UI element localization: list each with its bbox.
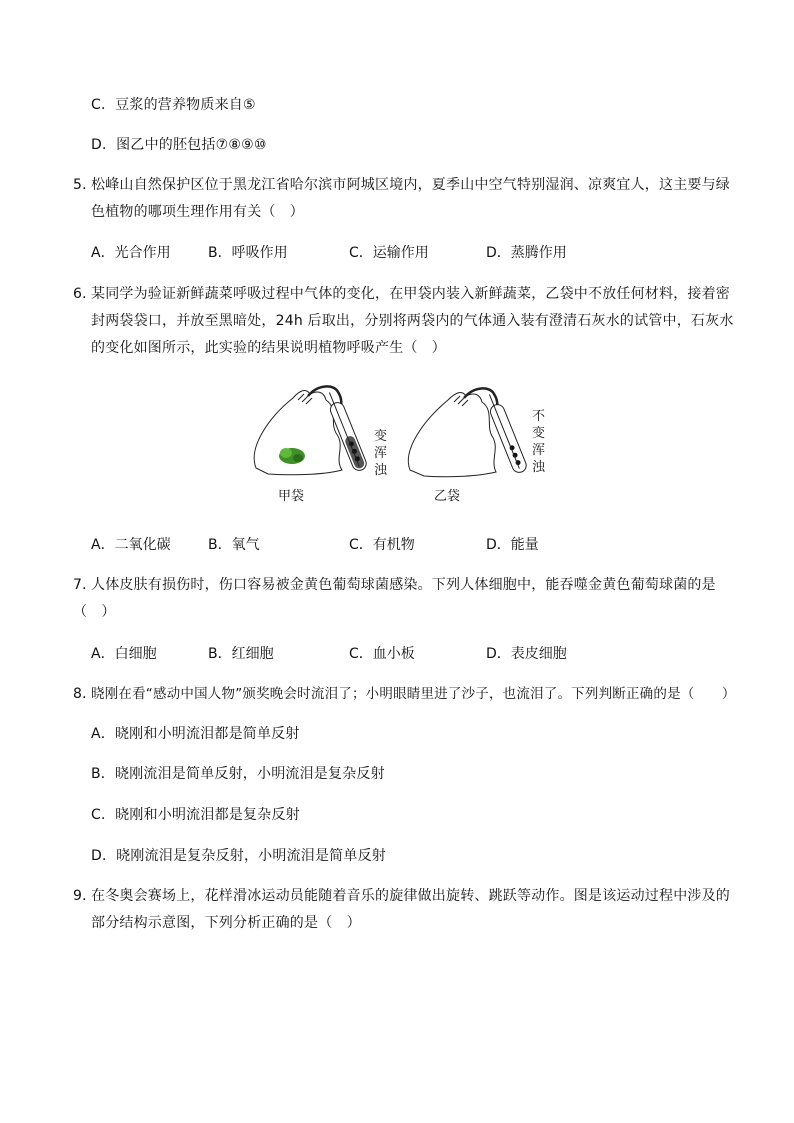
- result-a-char-1: 变: [374, 429, 388, 444]
- result-b-char-3: 浑: [532, 443, 546, 458]
- q8-option-d: D．晓刚流泪是复杂反射，小明流泪是简单反射: [91, 848, 386, 864]
- q5-option-b: B．呼吸作用: [208, 245, 288, 261]
- q8-option-b: B．晓刚流泪是简单反射，小明流泪是复杂反射: [91, 766, 385, 782]
- q8-option-c: C．晓刚和小明流泪都是复杂反射: [91, 807, 300, 823]
- result-a-char-3: 浊: [374, 463, 388, 478]
- q5-stem-line1: 松峰山自然保护区位于黑龙江省哈尔滨市阿城区境内，夏季山中空气特别湿润、凉爽宜人，这主要与绿: [91, 177, 730, 193]
- q6-stem-line2: 封两袋袋口，并放至黑暗处，24h 后取出，分别将两袋内的气体通入装有澄清石灰水的试管中，石灰水: [91, 313, 734, 329]
- result-b-char-1: 不: [532, 409, 546, 424]
- bag-tube-diagram: [238, 378, 558, 508]
- q6-option-d: D．能量: [486, 537, 539, 553]
- q8-option-a: A．晓刚和小明流泪都是简单反射: [91, 726, 300, 742]
- test-tube-a: [324, 389, 368, 472]
- result-b-char-4: 浊: [532, 460, 546, 475]
- q7-stem-line2: （ ）: [73, 604, 116, 620]
- q6-option-c: C．有机物: [349, 537, 415, 553]
- q9-stem-line1: 在冬奥会赛场上，花样滑冰运动员能随着音乐的旋律做出旋转、跳跃等动作。图是该运动过程中涉及的: [91, 888, 730, 904]
- bag-b-outline: [408, 393, 496, 477]
- q6-stem-line1: 某同学为验证新鲜蔬菜呼吸过程中气体的变化，在甲袋内装入新鲜蔬菜，乙袋中不放任何材料，接着密: [91, 286, 730, 302]
- q9-number: 9．: [73, 888, 97, 904]
- q5-number: 5．: [73, 177, 97, 193]
- q5-option-d: D．蒸腾作用: [486, 245, 567, 261]
- q8-stem-line1: 晓刚在看“感动中国人物”颁奖晚会时流泪了；小明眼睛里进了沙子，也流泪了。下列判断正确的是（ ）: [91, 686, 736, 702]
- q7-option-d: D．表皮细胞: [486, 646, 567, 662]
- q7-option-c: C．血小板: [349, 646, 415, 662]
- bag-a-label: 甲袋: [278, 489, 305, 504]
- bag-b-label: 乙袋: [434, 489, 461, 504]
- result-a-char-2: 浑: [374, 446, 388, 461]
- q6-option-b: B．氧气: [208, 537, 260, 553]
- q9-stem-line2: 部分结构示意图，下列分析正确的是（ ）: [91, 915, 361, 931]
- q4-option-d: D．图乙中的胚包括⑦⑧⑨⑩: [91, 137, 267, 153]
- q7-option-b: B．红细胞: [208, 646, 274, 662]
- result-b-char-2: 变: [532, 426, 546, 441]
- q7-number: 7．: [73, 577, 97, 593]
- q7-stem-line1: 人体皮肤有损伤时，伤口容易被金黄色葡萄球菌感染。下列人体细胞中，能吞噬金黄色葡萄球菌的是: [91, 577, 716, 593]
- q5-option-a: A．光合作用: [91, 245, 171, 261]
- q6-experiment-figure: [238, 378, 558, 508]
- q5-stem-line2: 色植物的哪项生理作用有关（ ）: [91, 204, 304, 220]
- q6-option-a: A．二氧化碳: [91, 537, 171, 553]
- q6-number: 6．: [73, 286, 97, 302]
- q5-option-c: C．运输作用: [349, 245, 429, 261]
- q6-stem-line3: 的变化如图所示，此实验的结果说明植物呼吸产生（ ）: [91, 340, 446, 356]
- vegetable-icon: [279, 448, 305, 464]
- q4-option-c: C．豆浆的营养物质来自⑤: [91, 97, 256, 113]
- q7-option-a: A．白细胞: [91, 646, 157, 662]
- q8-number: 8．: [73, 686, 97, 702]
